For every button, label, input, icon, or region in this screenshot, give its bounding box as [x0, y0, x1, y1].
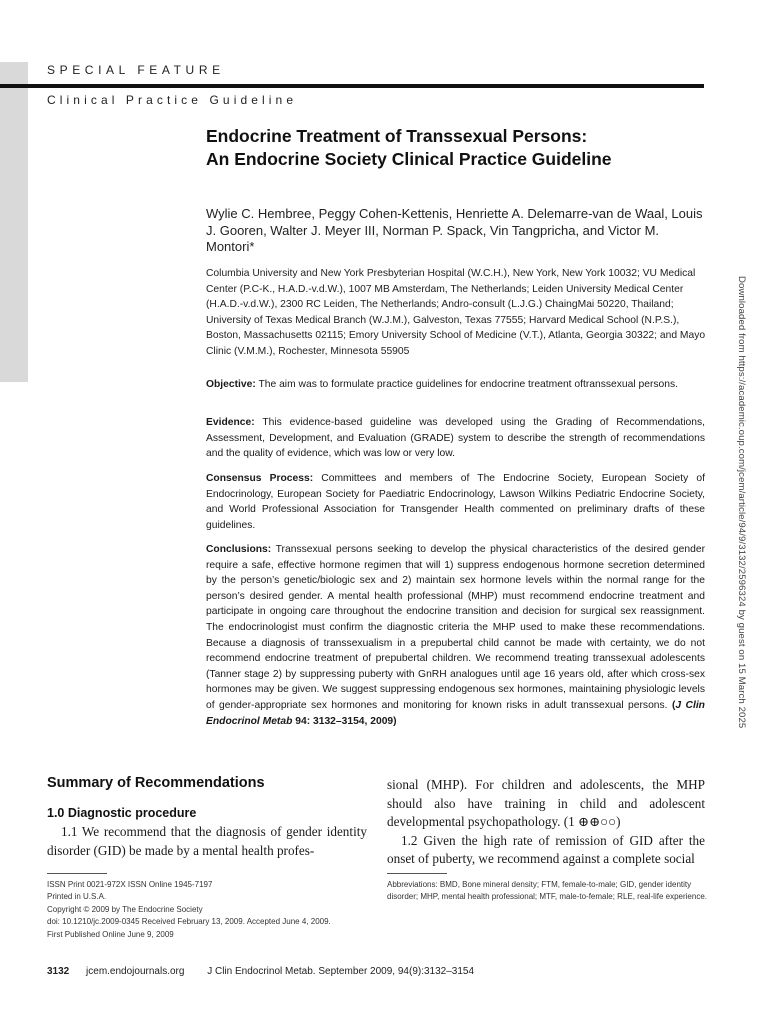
affiliations: Columbia University and New York Presbyterian Hospital (W.C.H.), New York, New York 10032; VU Medical Center (P.C-K., H.A.D.-v.d.W.), 1007 MB Amsterdam, The Netherlands; Leiden University Medical Center (H.A.D.-v.d.W.), 2300 RC Leiden, The Netherlands; Andro-consult (L.J.G.) ChaingMai 50220, Thailand; University of Texas Medical Branch (W.J.M.), Galveston, Texas 77555; Harvard Medical School (N.P.S.), Boston, Massachusetts 02115; Emory University School of Medicine (V.T.), Atlanta, Georgia 30322; and Mayo Clinic (V.M.M.), Rochester, Minnesota 55905: [206, 268, 706, 357]
recommendation-1-1: 1.1 We recommend that the diagnosis of gender identity disorder (GID) be made by a mental health profes-: [47, 824, 367, 858]
summary-heading: Summary of Recommendations: [47, 775, 265, 791]
title-line-1: Endocrine Treatment of Transsexual Persons:: [206, 126, 588, 146]
abstract-objective: [206, 377, 705, 393]
objective-text: The aim was to formulate practice guidelines for endocrine treatment oftranssexual persons.: [255, 379, 678, 390]
conclusions-text: Transsexual persons seeking to develop the physical characteristics of the desired gender require a safe, effective hormone regimen that will 1) suppress endogenous hormone secretion determined by the person’s genetic/biologic sex and 2) maintain sex hormone levels within the normal range for the person’s desired gender. A mental health professional (MHP) must recommend endocrine treatment and participate in ongoing care throughout the endocrine transition and decision for surgical sex reassignment. The endocrinologist must confirm the diagnostic criteria the MHP used to make these recommendations. Because a diagnosis of transsexualism in a prepubertal child cannot be made with certainty, we do not recommend endocrine treatment of prepubertal children. We recommend treating transsexual adolescents (Tanner stage 2) by suppressing puberty with GnRH analogues until age 16 years old, after which cross-sex hormones may be given. We suggest suppressing endogenous sex hormones, maintaining physiologic levels of gender-appropriate sex hormones and monitoring for known risks in adult transsexual persons.: [206, 544, 705, 711]
abbreviations: Abbreviations: BMD, Bone mineral density; FTM, female-to-male; GID, gender identity disorder; MHP, mental health professional; MTF, male-to-female; RLE, real-life experience.: [387, 880, 707, 902]
header-rule: [28, 84, 704, 88]
page-number: 3132: [47, 966, 70, 977]
publication-info: [47, 879, 377, 941]
special-feature-label: SPECIAL FEATURE: [47, 63, 225, 77]
doi: doi: 10.1210/jc.2009-0345 Received February 13, 2009. Accepted June 4, 2009.: [47, 917, 331, 927]
objective-label: Objective:: [206, 379, 256, 390]
section-label: Clinical Practice Guideline: [47, 93, 298, 107]
title-line-2: An Endocrine Society Clinical Practice Guideline: [206, 149, 612, 169]
evidence-label: Evidence:: [206, 417, 255, 428]
journal-url[interactable]: jcem.endojournals.org: [86, 966, 185, 977]
recommendation-1-2: 1.2 Given the high rate of remission of GID after the onset of puberty, we recommend against a complete social: [387, 832, 705, 866]
author-list: Wylie C. Hembree, Peggy Cohen-Kettenis, Henriette A. Delemarre-van de Waal, Louis J. Gooren, Walter J. Meyer III, Norman P. Spack, Vin Tangpricha, and Victor M. Montori*: [206, 206, 703, 254]
diagnostic-heading: 1.0 Diagnostic procedure: [47, 806, 197, 820]
conclusions-label: Conclusions:: [206, 544, 272, 555]
recommendation-1-1-continued: sional (MHP). For children and adolescents, the MHP should also have training in child and adolescent developmental psychopathology. (1 ⊕⊕○○): [387, 777, 705, 829]
abstract-conclusions: [206, 542, 705, 729]
page-footer: [47, 966, 474, 977]
download-margin-note: Downloaded from https://academic.oup.com/jcem/article/94/9/3132/2596324 by guest on 15 March 2025: [736, 276, 747, 729]
consensus-label: Consensus Process:: [206, 473, 314, 484]
abstract-evidence: [206, 415, 705, 462]
evidence-text: This evidence-based guideline was developed using the Grading of Recommendations, Assessment, Development, and Evaluation (GRADE) system to describe the strength of recommendations and the quality of evidence, which was low or very low.: [206, 417, 705, 460]
first-published: First Published Online June 9, 2009: [47, 929, 174, 939]
header-rule-left: [0, 84, 28, 88]
citation: (J Clin Endocrinol Metab 94: 3132–3154, 2009): [206, 699, 705, 727]
issn: ISSN Print 0021-972X ISSN Online 1945-7197: [47, 880, 213, 889]
footnote-rule-left: [47, 873, 107, 874]
abstract-consensus: [206, 471, 705, 533]
right-column-text: [387, 776, 705, 869]
printed: Printed in U.S.A.: [47, 892, 107, 902]
article-title: [206, 125, 686, 171]
consensus-text: Committees and members of The Endocrine Society, European Society of Endocrinology, European Society for Paediatric Endocrinology, Lawson Wilkins Pediatric Endocrine Society, and World Professional Association for Transgender Health commented on preliminary drafts of these guidelines.: [206, 473, 705, 531]
citation-journal: J Clin Endocrinol Metab: [206, 699, 705, 727]
footnote-rule-right: [387, 873, 447, 874]
footer-citation: J Clin Endocrinol Metab. September 2009, 94(9):3132–3154: [207, 966, 475, 977]
side-color-band: [0, 62, 28, 382]
copyright: Copyright © 2009 by The Endocrine Society: [47, 904, 203, 914]
